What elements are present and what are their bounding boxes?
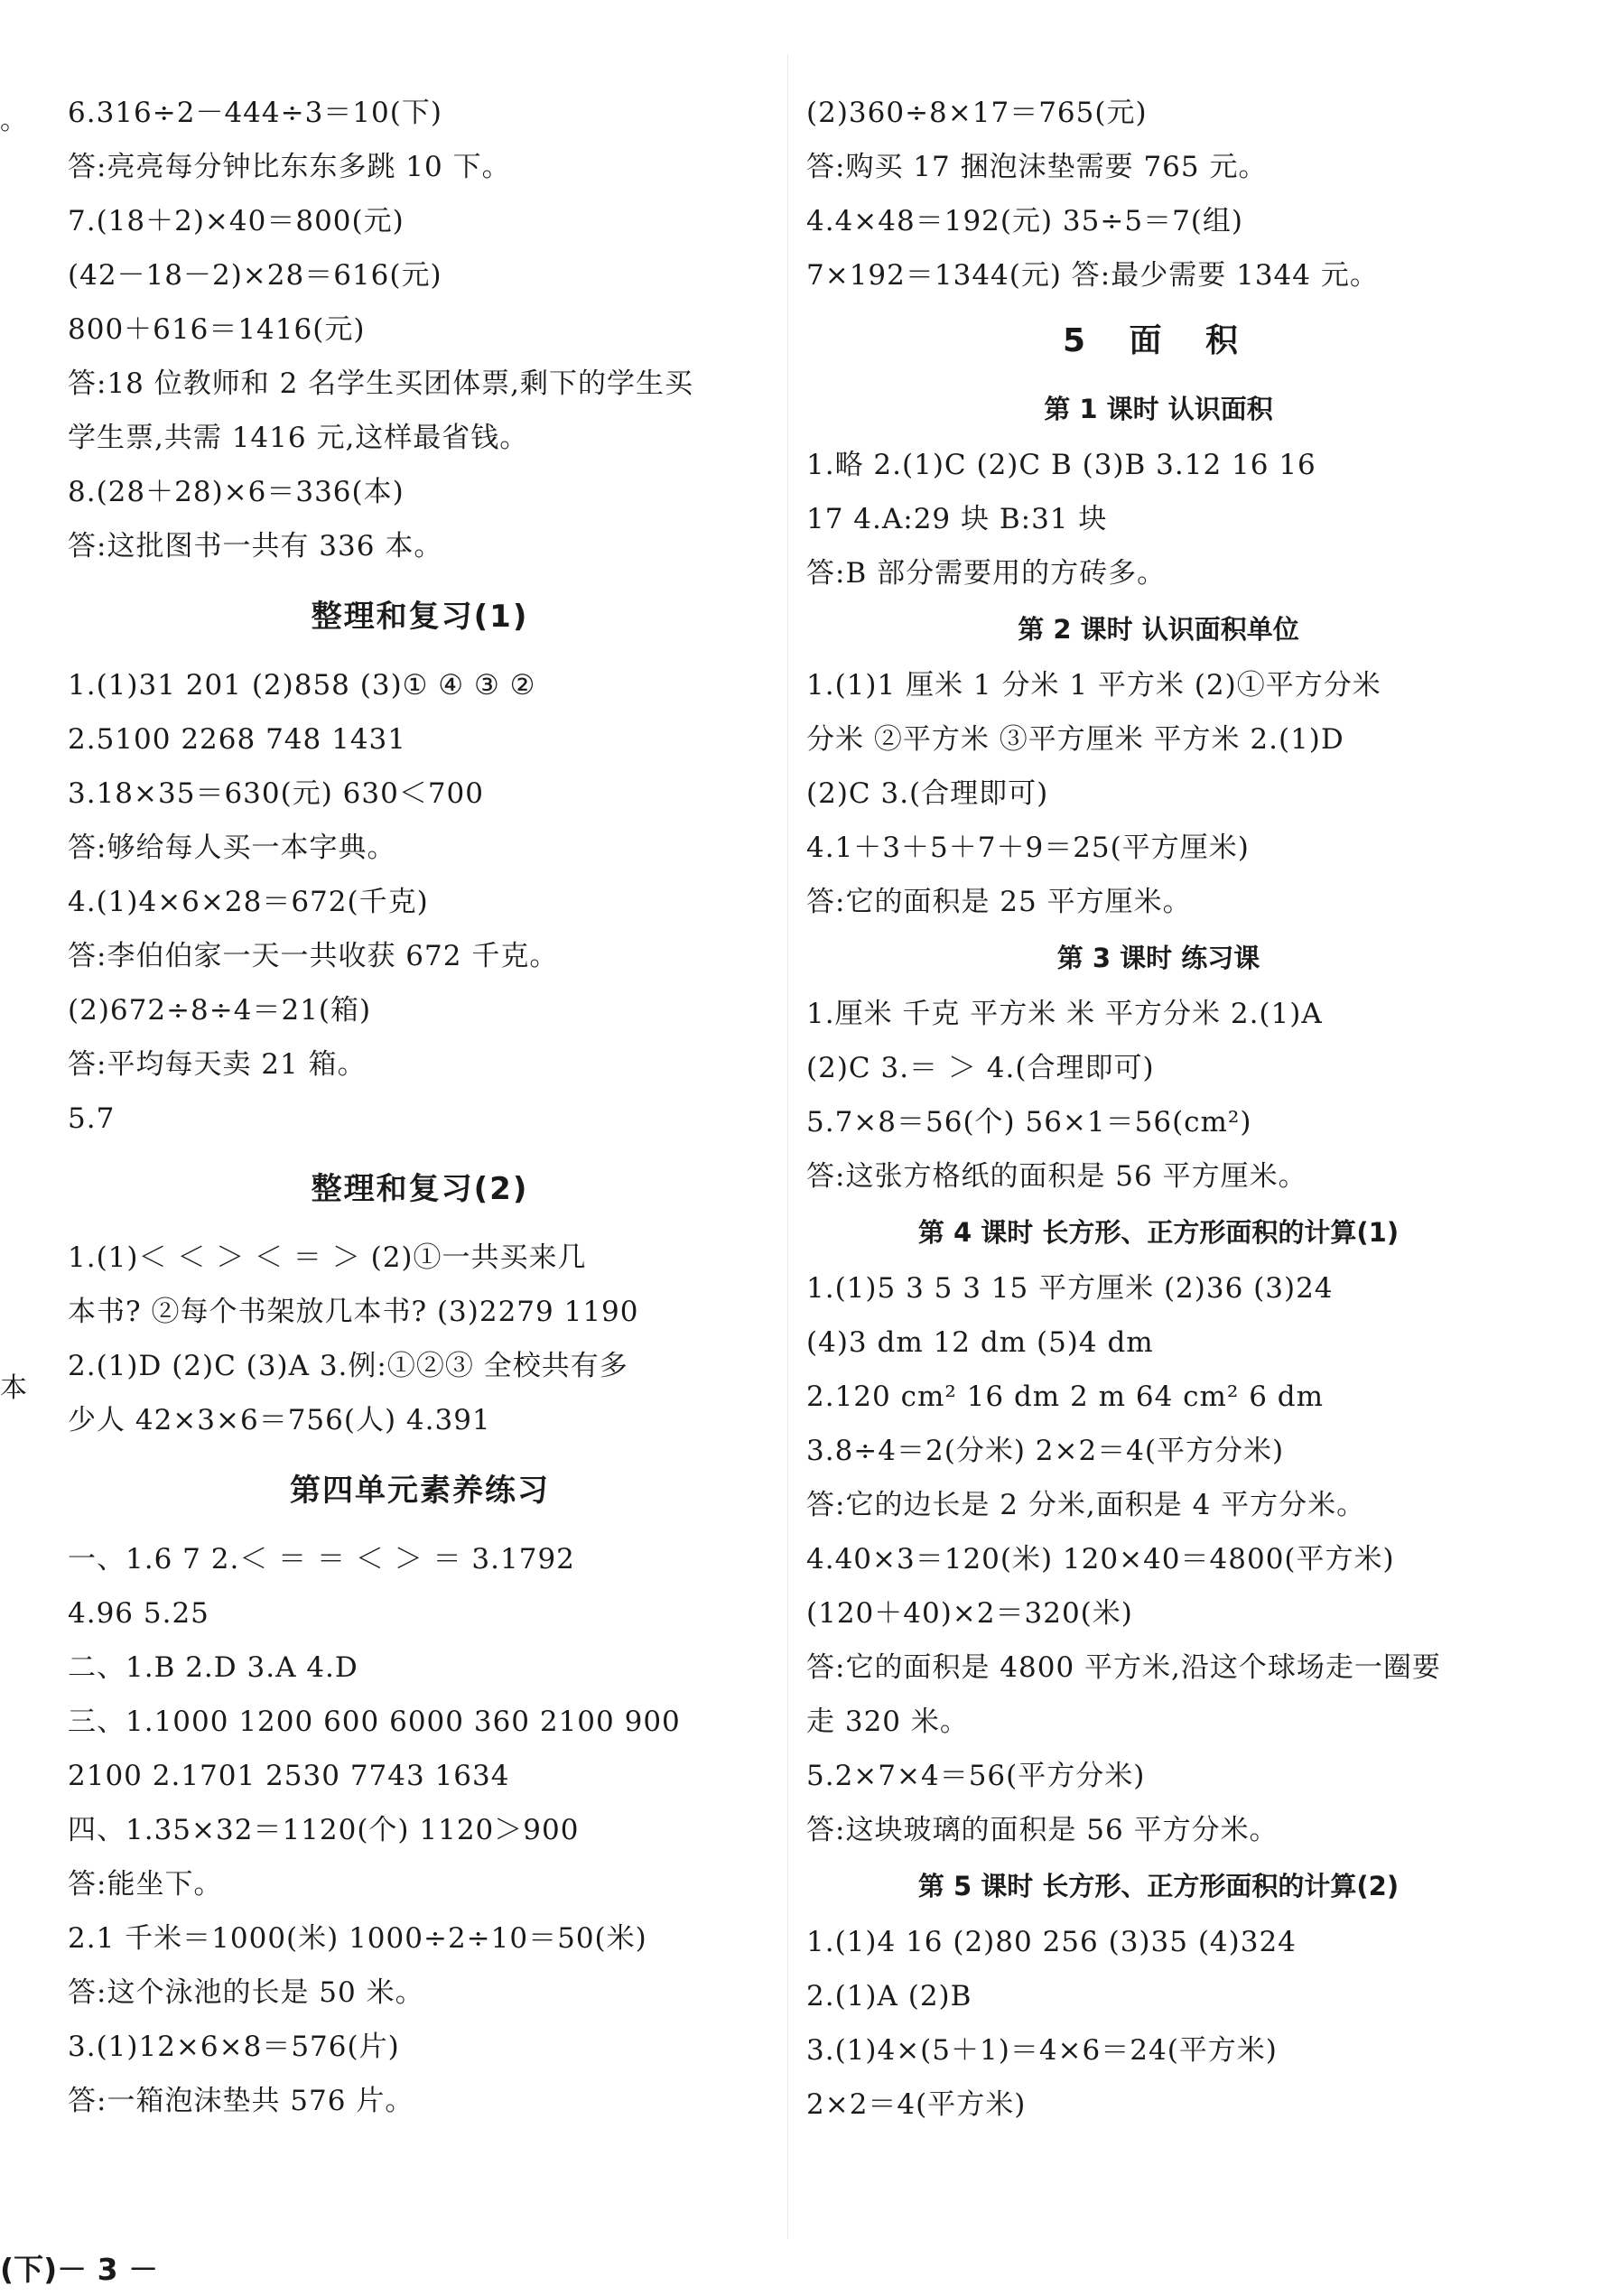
answer-line: 2100 2.1701 2530 7743 1634 [68,1760,510,1792]
answer-line: (4)3 dm 12 dm (5)4 dm [806,1326,1154,1359]
answer-line: 四、1.35×32＝1120(个) 1120＞900 [68,1814,580,1846]
answer-line: 学生票,共需 1416 元,这样最省钱。 [68,422,529,454]
answer-line: 答:它的面积是 4800 平方米,沿这个球场走一圈要 [806,1651,1441,1684]
answer-line: 2.(1)A (2)B [806,1980,972,2012]
answer-line: 1.(1)1 厘米 1 分米 1 平方米 (2)①平方分米 [806,669,1381,702]
column-divider [787,54,788,2239]
answer-line: 答:它的边长是 2 分米,面积是 4 平方分米。 [806,1489,1366,1521]
answer-line: 4.(1)4×6×28＝672(千克) [68,886,429,918]
answer-line: 答:能坐下。 [68,1868,223,1901]
answer-line: 少人 42×3×6＝756(人) 4.391 [68,1404,491,1436]
answer-line: 8.(28＋28)×6＝336(本) [68,476,405,508]
answer-line: 4.40×3＝120(米) 120×40＝4800(平方米) [806,1543,1395,1576]
answer-line: 1.(1)4 16 (2)80 256 (3)35 (4)324 [806,1926,1297,1958]
answer-line: 答:够给每人买一本字典。 [68,832,396,864]
left-column [68,86,772,2128]
answer-line: 答:亮亮每分钟比东东多跳 10 下。 [68,151,511,183]
answer-line: (120＋40)×2＝320(米) [806,1597,1133,1630]
answer-line: 1.(1)31 201 (2)858 (3)① ④ ③ ② [68,669,536,702]
answer-line: 答:18 位教师和 2 名学生买团体票,剩下的学生买 [68,367,694,400]
lesson-title: 第 1 课时 认识面积 [1044,394,1273,424]
answer-line: 三、1.1000 1200 600 6000 360 2100 900 [68,1706,681,1738]
page-footer: (下)－ 3 － [0,2252,159,2287]
lesson-title: 第 5 课时 长方形、正方形面积的计算(2) [917,1871,1400,1901]
answer-line: 答:购买 17 捆泡沫垫需要 765 元。 [806,151,1268,183]
answer-line: (2)C 3.(合理即可) [806,777,1049,810]
answer-line: 5.2×7×4＝56(平方分米) [806,1760,1146,1792]
answer-line: 2.1 千米＝1000(米) 1000÷2÷10＝50(米) [68,1922,647,1955]
answer-line: 答:这张方格纸的面积是 56 平方厘米。 [806,1160,1307,1193]
answer-line: 答:这个泳池的长是 50 米。 [68,1976,424,2009]
answer-line: (2)360÷8×17＝765(元) [806,97,1148,129]
right-column [806,86,1511,2132]
answer-line: 1.(1)5 3 5 3 15 平方厘米 (2)36 (3)24 [806,1272,1334,1305]
answer-line: 3.(1)12×6×8＝576(片) [68,2031,400,2063]
answer-line: 4.1＋3＋5＋7＋9＝25(平方厘米) [806,832,1250,864]
lesson-title: 第 4 课时 长方形、正方形面积的计算(1) [917,1217,1400,1248]
section-title: 第四单元素养练习 [290,1473,550,1509]
answer-line: 1.略 2.(1)C (2)C B (3)B 3.12 16 16 [806,449,1316,481]
answer-line: 17 4.A:29 块 B:31 块 [806,503,1108,535]
answer-line: 分米 ②平方米 ③平方厘米 平方米 2.(1)D [806,723,1344,756]
lesson-title: 第 3 课时 练习课 [1056,943,1260,973]
answer-line: 7.(18＋2)×40＝800(元) [68,205,405,237]
answer-line: 一、1.6 7 2.＜ ＝ ＝ ＜ ＞ ＝ 3.1792 [68,1543,575,1576]
lesson-title: 第 2 课时 认识面积单位 [1018,614,1299,645]
answer-line: 2.5100 2268 748 1431 [68,723,406,756]
answer-line: 800＋616＝1416(元) [68,313,366,346]
answer-line: 6.316÷2－444÷3＝10(下) [68,97,442,129]
answer-line: 答:这批图书一共有 336 本。 [68,530,443,562]
answer-line: 3.18×35＝630(元) 630＜700 [68,777,484,810]
answer-line: 答:平均每天卖 21 箱。 [68,1048,367,1081]
answer-line: 1.(1)＜ ＜ ＞ ＜ ＝ ＞ (2)①一共买来几 [68,1241,587,1274]
section-title: 整理和复习(1) [311,599,529,635]
section-title: 整理和复习(2) [311,1171,529,1207]
answer-line: (42－18－2)×28＝616(元) [68,259,442,292]
answer-line: (2)C 3.＝ ＞ 4.(合理即可) [806,1052,1155,1084]
answer-line: 答:B 部分需要用的方砖多。 [806,557,1167,590]
answer-line: 1.厘米 千克 平方米 米 平方分米 2.(1)A [806,998,1323,1030]
answer-line: 答:一箱泡沫垫共 576 片。 [68,2085,414,2117]
answer-line: 7×192＝1344(元) 答:最少需要 1344 元。 [806,259,1379,292]
answer-line: 走 320 米。 [806,1706,969,1738]
answer-line: 3.8÷4＝2(分米) 2×2＝4(平方分米) [806,1435,1285,1467]
answer-line: 答:它的面积是 25 平方厘米。 [806,886,1192,918]
answer-line: 4.96 5.25 [68,1597,209,1630]
margin-mark-ben: 本 [0,1372,27,1404]
answer-line: 4.4×48＝192(元) 35÷5＝7(组) [806,205,1243,237]
answer-line: 答:这块玻璃的面积是 56 平方分米。 [806,1814,1279,1846]
answer-line: 答:李伯伯家一天一共收获 672 千克。 [68,940,559,972]
answer-line: 3.(1)4×(5＋1)＝4×6＝24(平方米) [806,2034,1278,2067]
answer-line: 2.(1)D (2)C (3)A 3.例:①②③ 全校共有多 [68,1350,628,1382]
answer-line: 5.7×8＝56(个) 56×1＝56(cm²) [806,1106,1252,1139]
answer-line: 本书? ②每个书架放几本书? (3)2279 1190 [68,1296,639,1328]
answer-line: (2)672÷8÷4＝21(箱) [68,994,372,1027]
answer-line: 2.120 cm² 16 dm 2 m 64 cm² 6 dm [806,1380,1325,1413]
unit-title: 5 面 积 [1062,322,1255,359]
answer-line: 2×2＝4(平方米) [806,2088,1027,2121]
answer-line: 5.7 [68,1102,116,1135]
answer-line: 二、1.B 2.D 3.A 4.D [68,1651,358,1684]
margin-mark-dot: 。 [0,105,27,136]
